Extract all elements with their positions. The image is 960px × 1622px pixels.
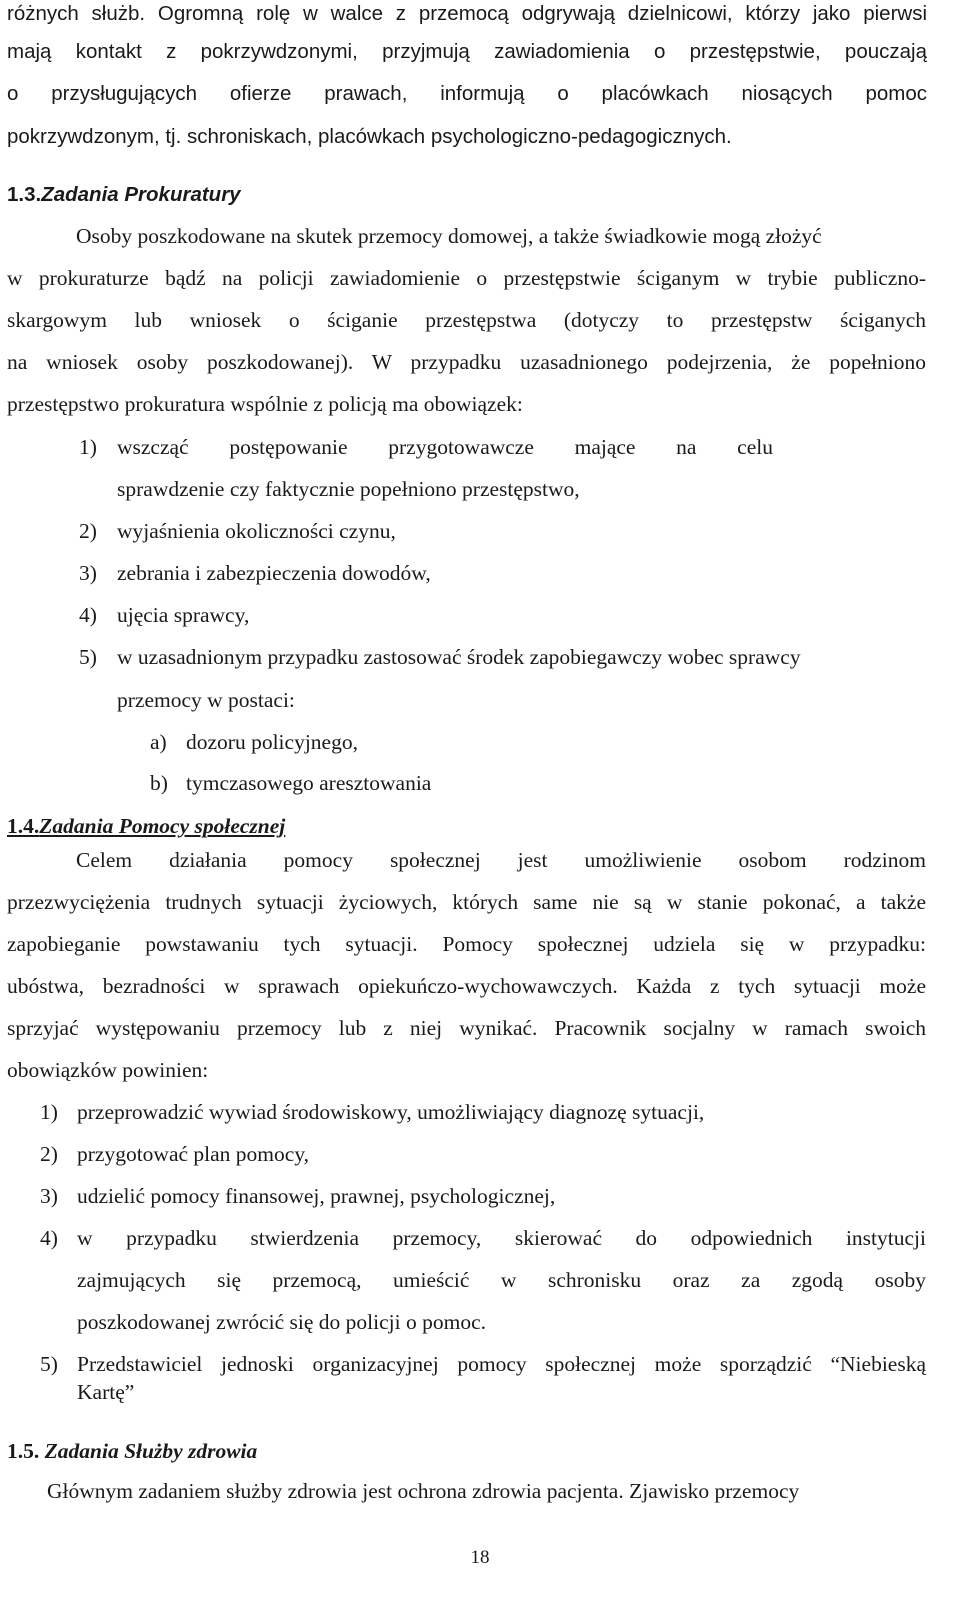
s14-item-4-line-2: zajmujących się przemocą, umieścić w schronisku oraz za zgodą osoby (77, 1268, 926, 1292)
intro-line-4: pokrzywdzonym, tj. schroniskach, placówkach psychologiczno-pedagogicznych. (7, 125, 732, 148)
s14-para-line-4: ubóstwa, bezradności w sprawach opiekuńczo-wychowawczych. Każda z tych sytuacji może (7, 974, 926, 998)
s13-item-5-line-2: przemocy w postaci: (117, 688, 295, 712)
s14-para-line-3: zapobieganie powstawaniu tych sytuacji. Pomocy społecznej udziela się w przypadku: (7, 932, 926, 956)
intro-line-3: o przysługujących ofierze prawach, informują o placówkach niosących pomoc (7, 82, 927, 105)
s13-subitem-a-num: a) (150, 730, 167, 754)
s13-item-3-num: 3) (79, 561, 97, 585)
s14-item-5-num: 5) (40, 1352, 58, 1376)
s13-subitem-b-text: tymczasowego aresztowania (186, 771, 432, 795)
s13-item-4-line-1: ujęcia sprawcy, (117, 603, 250, 627)
s13-item-5-num: 5) (79, 645, 97, 669)
section-1-5-heading (7, 1437, 257, 1465)
s13-para-line-2: w prokuraturze bądź na policji zawiadomienie o przestępstwie ściganym w trybie publiczno- (7, 266, 926, 290)
s14-item-4-line-3: poszkodowanej zwrócić się do policji o pomoc. (77, 1310, 486, 1334)
s13-para-line-3: skargowym lub wniosek o ściganie przestępstwa (dotyczy to przestępstw ściganych (7, 308, 926, 332)
s14-item-1-num: 1) (40, 1100, 58, 1124)
s13-item-3-line-1: zebrania i zabezpieczenia dowodów, (117, 561, 431, 585)
s13-item-2-line-1: wyjaśnienia okoliczności czynu, (117, 519, 396, 543)
s14-item-4-num: 4) (40, 1226, 58, 1250)
s14-item-3-num: 3) (40, 1184, 58, 1208)
section-1-3-heading (7, 181, 241, 209)
s13-subitem-a-text: dozoru policyjnego, (186, 730, 358, 754)
s13-para-line-5: przestępstwo prokuratura wspólnie z policją ma obowiązek: (7, 392, 523, 416)
intro-line-1: różnych służb. Ogromną rolę w walce z przemocą odgrywają dzielnicowi, którzy jako pierwsi (7, 2, 927, 25)
intro-line-2: mają kontakt z pokrzywdzonymi, przyjmują zawiadomienia o przestępstwie, pouczają (7, 40, 927, 63)
s14-item-5-line-2: Kartę” (77, 1380, 135, 1404)
s13-item-1-num: 1) (79, 435, 97, 459)
s13-para-line-4: na wniosek osoby poszkodowanej). W przypadku uzasadnionego podejrzenia, że popełniono (7, 350, 926, 374)
s13-item-1-line-1: wszcząć postępowanie przygotowawcze mające na celu (117, 435, 773, 459)
s14-item-3-line-1: udzielić pomocy finansowej, prawnej, psychologicznej, (77, 1184, 556, 1208)
s14-para-line-6: obowiązków powinien: (7, 1058, 209, 1082)
s14-item-2-num: 2) (40, 1142, 58, 1166)
s14-para-line-1: Celem działania pomocy społecznej jest umożliwienie osobom rodzinom (76, 848, 926, 872)
s14-item-5-line-1: Przedstawiciel jednoski organizacyjnej pomocy społecznej może sporządzić “Niebieską (77, 1352, 926, 1376)
section-1-5-number: 1.5. (7, 1439, 40, 1463)
s14-para-line-5: sprzyjać występowaniu przemocy lub z niej wynikać. Pracownik socjalny w ramach swoich (7, 1016, 926, 1040)
s13-subitem-b-num: b) (150, 771, 168, 795)
s14-item-4-line-1: w przypadku stwierdzenia przemocy, skierować do odpowiednich instytucji (77, 1226, 926, 1250)
section-1-3-number: 1.3. (7, 183, 42, 206)
section-1-4-title: Zadania Pomocy społecznej (39, 814, 286, 838)
s13-item-4-num: 4) (79, 603, 97, 627)
s13-item-2-num: 2) (79, 519, 97, 543)
s14-para-line-2: przezwyciężenia trudnych sytuacji życiowych, których same nie są w stanie pokonać, a także (7, 890, 926, 914)
section-1-5-title: Zadania Służby zdrowia (44, 1439, 258, 1463)
section-1-3-title: Zadania Prokuratury (41, 183, 241, 206)
s15-para-line-1: Głównym zadaniem służby zdrowia jest ochrona zdrowia pacjenta. Zjawisko przemocy (47, 1479, 800, 1503)
s13-item-5-line-1: w uzasadnionym przypadku zastosować środek zapobiegawczy wobec sprawcy (117, 645, 801, 669)
s14-item-1-line-1: przeprowadzić wywiad środowiskowy, umożliwiający diagnozę sytuacji, (77, 1100, 705, 1124)
section-1-4-heading (7, 812, 285, 840)
s13-item-1-line-2: sprawdzenie czy faktycznie popełniono przestępstwo, (117, 477, 580, 501)
s14-item-2-line-1: przygotować plan pomocy, (77, 1142, 310, 1166)
section-1-4-number: 1.4. (7, 814, 40, 838)
s13-para-line-1: Osoby poszkodowane na skutek przemocy domowej, a także świadkowie mogą złożyć (76, 224, 822, 248)
page-number: 18 (470, 1547, 490, 1568)
